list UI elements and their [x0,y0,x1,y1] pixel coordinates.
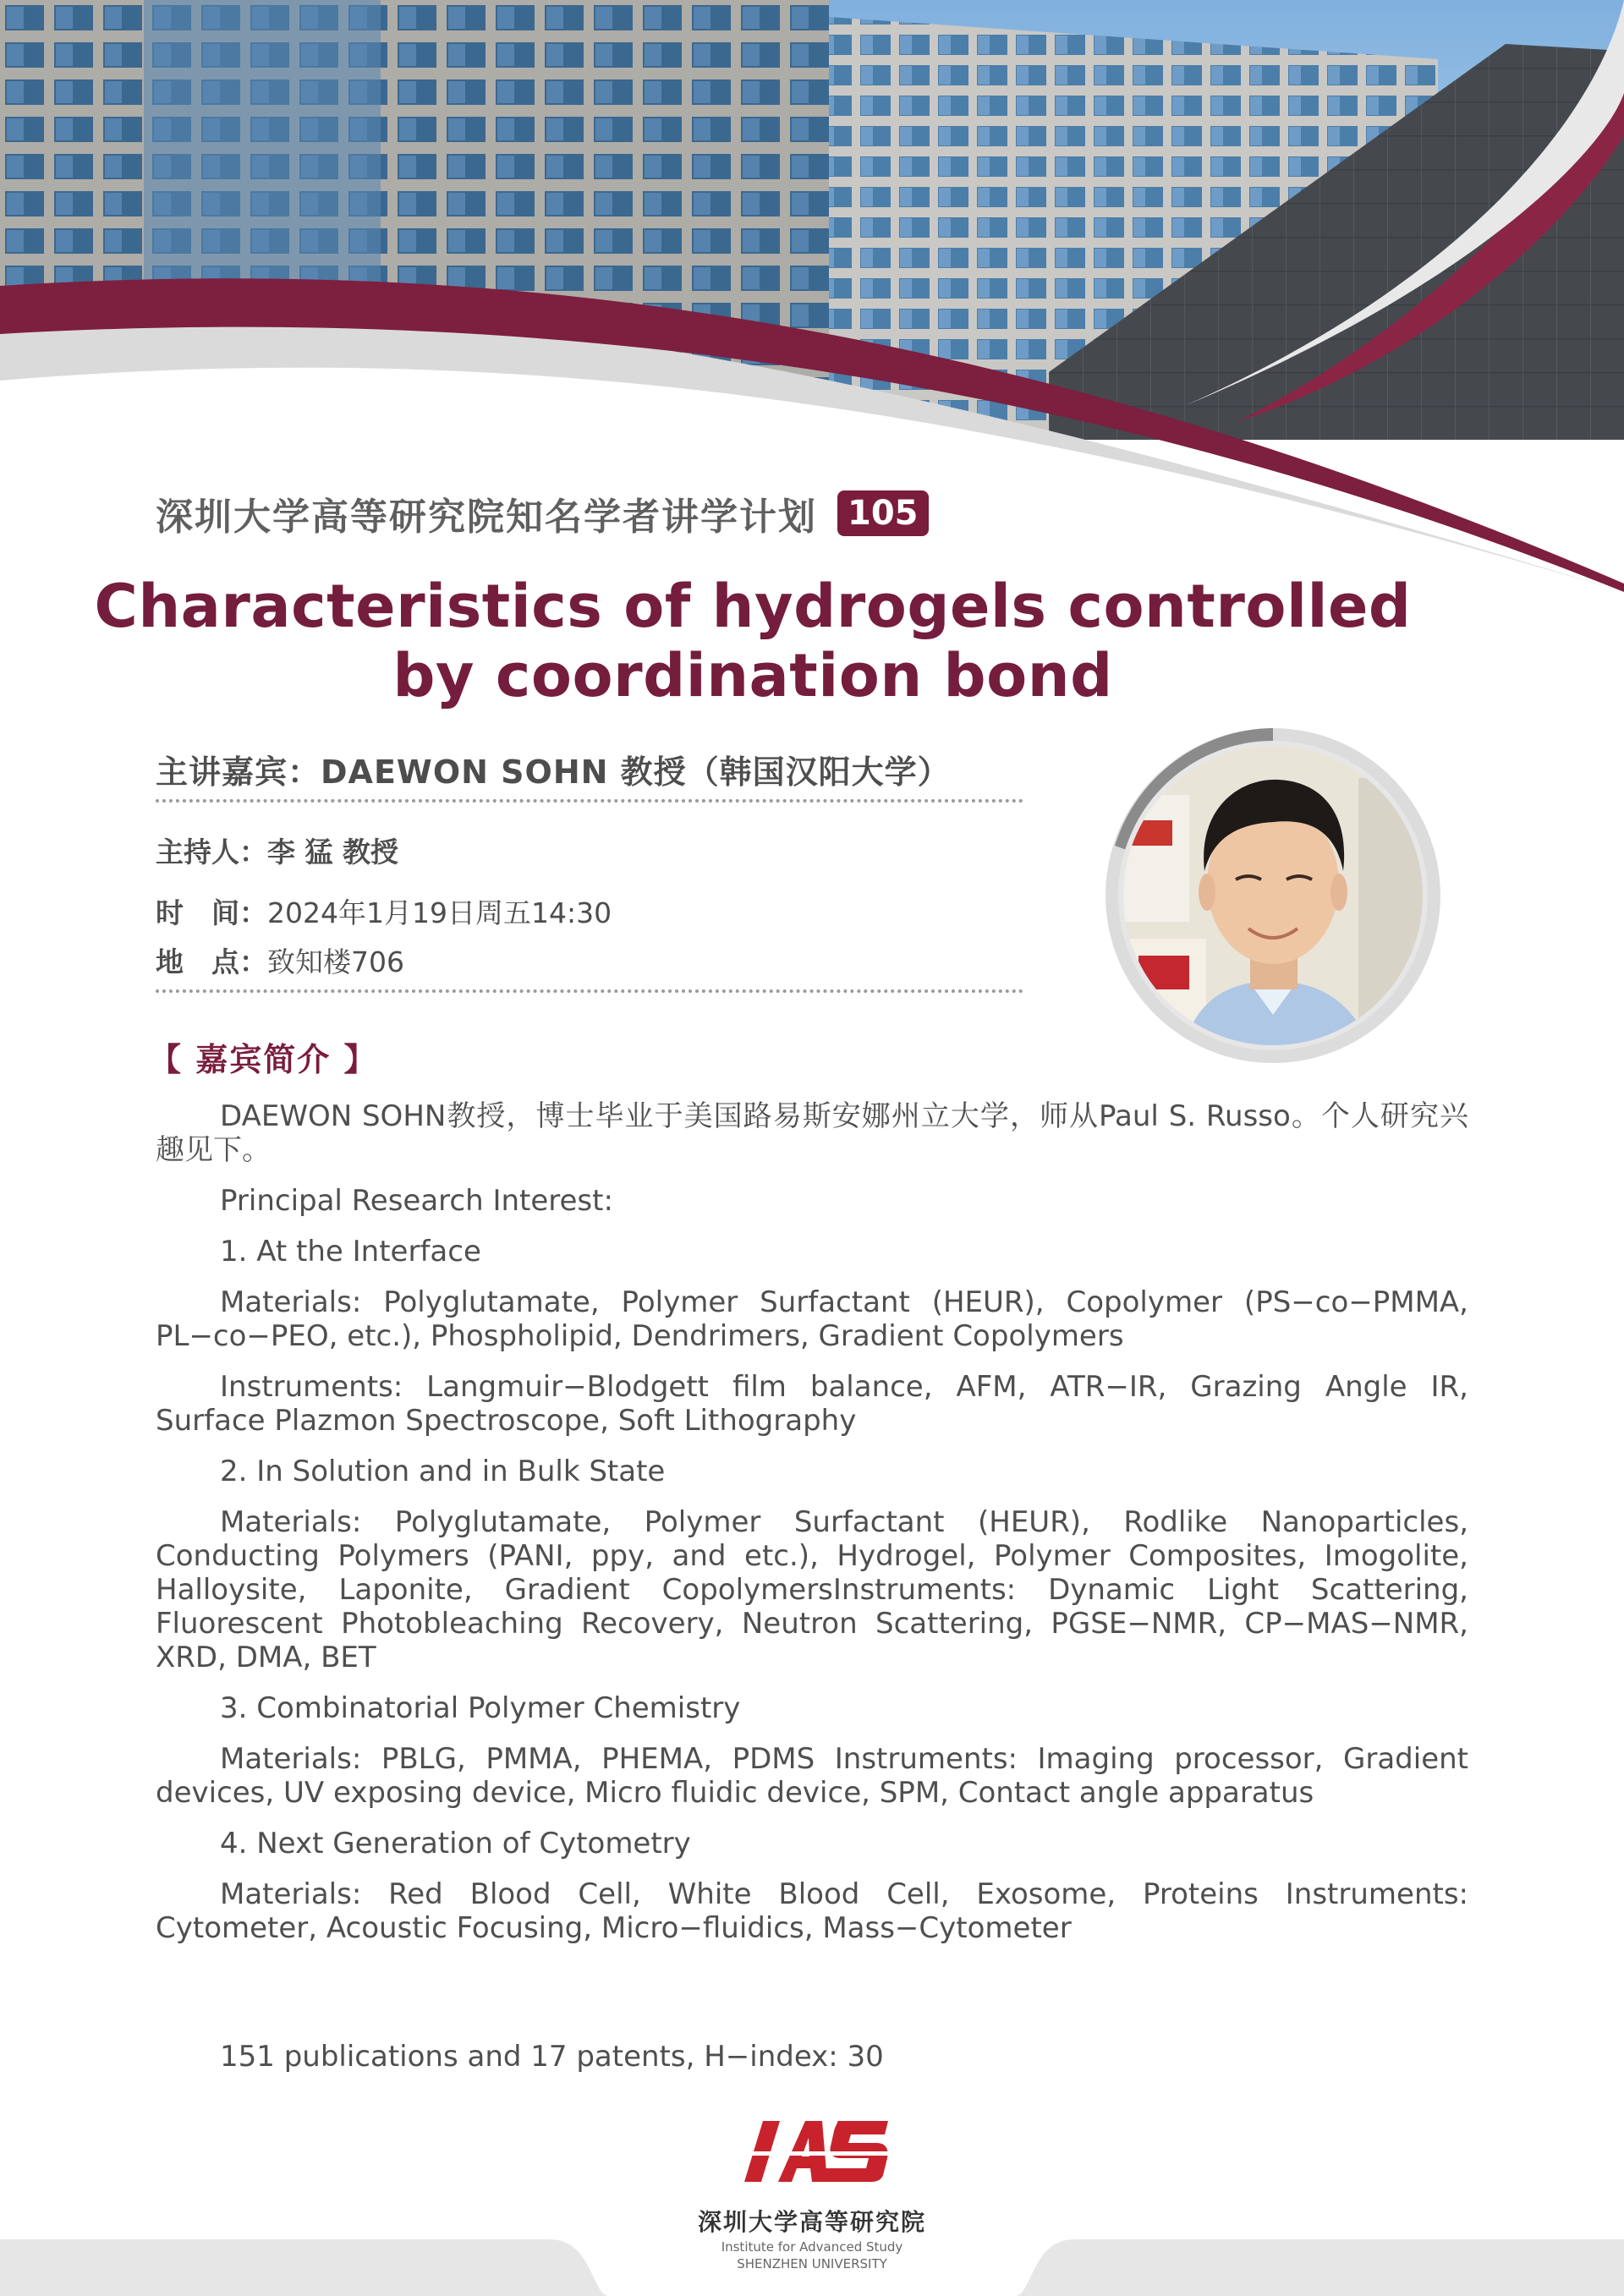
intro-heading: 【 嘉宾简介 】 [149,1041,378,1078]
bio-paragraph: Materials: Polyglutamate, Polymer Surfactant (HEUR), Rodlike Nanoparticles, Conducting Polymers (PANI, ppy, and etc.), Hydrogel, Polymer Composites, Imogolite, Halloysite, Laponite, Gradient CopolymersInstruments: Dynamic Light Scattering, Fluorescent Photobleaching Recovery, Neutron Scattering, PGSE−NMR, CP−MAS−NMR, XRD, DMA, BET [156,1505,1468,1674]
talk-title-line-2: by coordination bond [392,641,1113,710]
time-row [156,891,612,931]
place-value: 致知楼706 [267,945,404,978]
place-row [156,940,404,980]
place-label: 地 点： [156,945,267,978]
speaker-portrait [1105,727,1441,1064]
bio-paragraph: 1. At the Interface [220,1235,481,1269]
bio-paragraph: Materials: Red Blood Cell, White Blood Cell, Exosome, Proteins Instruments: Cytometer, Acoustic Focusing, Micro−fluidics, Mass−Cytometer [156,1877,1468,1945]
publications-summary: 151 publications and 17 patents, H−index: 30 [220,2040,884,2074]
bio-paragraph: 4. Next Generation of Cytometry [220,1827,691,1860]
time-value: 2024年1月19日周五14:30 [267,896,612,929]
talk-title-line-1: Characteristics of hydrogels controlled [94,572,1412,641]
host-line: 主持人：李 猛 教授 [156,836,398,869]
series-number-badge: 105 [837,490,929,536]
bio-body [156,1099,1468,1962]
org-university-name: SHENZHEN UNIVERSITY [737,2256,887,2271]
bio-paragraph: 2. In Solution and in Bulk State [220,1455,666,1488]
org-name-chinese: 深圳大学高等研究院 [697,2208,926,2236]
bio-paragraph: Principal Research Interest: [220,1184,613,1218]
dotted-divider [156,799,1023,803]
bio-paragraph: 3. Combinatorial Polymer Chemistry [220,1691,741,1725]
ias-logo [727,2114,897,2189]
dotted-divider [156,989,1023,993]
bio-paragraph: Instruments: Langmuir−Blodgett film balance, AFM, ATR−IR, Grazing Angle IR, Surface Plazmon Spectroscope, Soft Lithography [156,1370,1468,1438]
bio-paragraph: DAEWON SOHN教授，博士毕业于美国路易斯安娜州立大学，师从Paul S. Russo。个人研究兴趣见下。 [156,1099,1468,1167]
series-header [156,485,929,541]
talk-title [85,572,1624,710]
org-name-english: Institute for Advanced Study [721,2239,903,2255]
bio-paragraph: Materials: Polyglutamate, Polymer Surfactant (HEUR), Copolymer (PS−co−PMMA, PL−co−PEO, etc.), Phospholipid, Dendrimers, Gradient Copolymers [156,1285,1468,1353]
speaker-line: 主讲嘉宾：DAEWON SOHN 教授（韩国汉阳大学） [156,753,951,791]
bio-paragraph: Materials: PBLG, PMMA, PHEMA, PDMS Instruments: Imaging processor, Gradient devices, UV exposing device, Micro fluidic device, SPM, Contact angle apparatus [156,1742,1468,1810]
time-label: 时 间： [156,896,267,929]
series-title: 深圳大学高等研究院知名学者讲学计划 [156,496,817,539]
